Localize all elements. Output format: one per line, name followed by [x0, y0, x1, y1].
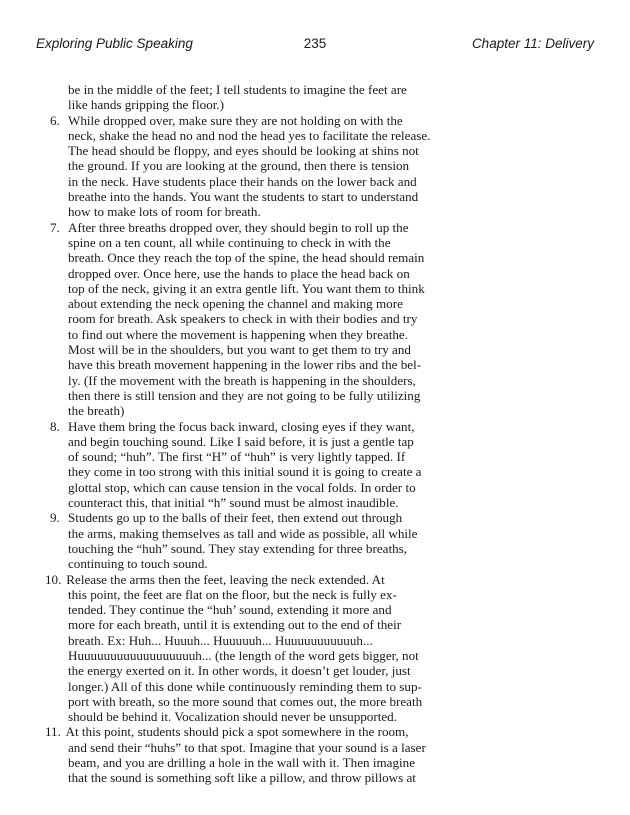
list-number: 7. [50, 219, 60, 235]
text-line [50, 327, 450, 342]
text-line [50, 357, 450, 372]
line-text: Most will be in the shoulders, but you want to get them to try and [68, 342, 411, 358]
chapter-title: Chapter 11: Delivery [471, 36, 594, 51]
text-line [50, 342, 450, 357]
text-line [50, 633, 450, 648]
line-text: dropped over. Once here, use the hands to place the head back on [68, 265, 410, 281]
text-line [50, 143, 450, 158]
line-text: and send their “huhs” to that spot. Imagine that your sound is a laser [68, 739, 426, 755]
line-text: the arms, making themselves as tall and wide as possible, all while [68, 525, 418, 541]
line-text: Release the arms then the feet, leaving the neck extended. At [63, 571, 385, 587]
line-text: tended. They continue the “huh’ sound, extending it more and [68, 602, 392, 618]
text-line [50, 495, 450, 510]
line-text: breathe into the hands. You want the students to start to understand [68, 189, 419, 205]
text-line [50, 296, 450, 311]
line-text: how to make lots of room for breath. [68, 204, 261, 220]
text-line [50, 128, 450, 143]
text-line [50, 388, 450, 403]
text-line [50, 281, 450, 296]
text-line [50, 250, 450, 265]
list-number: 6. [50, 112, 60, 128]
text-line [50, 311, 450, 326]
line-text: more for each breath, until it is extending out to the end of their [68, 617, 402, 633]
line-text: At this point, students should pick a spot somewhere in the room, [63, 724, 409, 740]
line-text: breath. Once they reach the top of the spine, the head should remain [68, 250, 425, 266]
text-line [50, 480, 450, 495]
text-line [50, 220, 450, 235]
line-text: should be behind it. Vocalization should never be unsupported. [68, 709, 397, 725]
line-text: this point, the feet are flat on the floor, but the neck is fully ex- [68, 586, 397, 602]
page-header [36, 36, 594, 56]
page-body [45, 82, 450, 786]
list-number: 10. [45, 571, 62, 587]
text-line [50, 189, 450, 204]
text-line [50, 755, 450, 770]
text-line [50, 403, 450, 418]
text-line [50, 510, 450, 525]
line-text: be in the middle of the feet; I tell students to imagine the feet are [68, 82, 407, 97]
line-text: glottal stop, which can cause tension in the vocal folds. In order to [68, 479, 416, 495]
line-text: After three breaths dropped over, they should begin to roll up the [68, 219, 409, 235]
line-text: neck, shake the head no and nod the head yes to facilitate the release. [68, 127, 431, 143]
line-text: The head should be floppy, and eyes should be looking at shins not [68, 143, 419, 159]
line-text: port with breath, so the more sound that comes out, the more breath [68, 693, 423, 709]
text-line [50, 556, 450, 571]
text-line [50, 174, 450, 189]
line-text: top of the neck, giving it an extra gentle lift. You want them to think [68, 280, 425, 296]
text-line [50, 449, 450, 464]
text-line [50, 694, 450, 709]
text-line [50, 419, 450, 434]
text-line [50, 113, 450, 128]
text-line [50, 602, 450, 617]
line-text: Students go up to the balls of their feet, then extend out through [68, 510, 403, 526]
text-line [50, 82, 450, 97]
text-line [50, 526, 450, 541]
line-text: the energy exerted on it. In other words, it doesn’t get louder, just [68, 663, 411, 679]
text-line [50, 464, 450, 479]
text-line [50, 679, 450, 694]
line-text: and begin touching sound. Like I said before, it is just a gentle tap [68, 433, 414, 449]
text-line [50, 434, 450, 449]
text-line [50, 770, 450, 785]
page-number: 235 [303, 36, 327, 51]
book-title: Exploring Public Speaking [36, 36, 193, 51]
line-text: have this breath movement happening in the lower ribs and the bel- [68, 357, 422, 373]
list-number: 9. [50, 510, 60, 526]
text-line [50, 204, 450, 219]
text-line [50, 541, 450, 556]
line-text: longer.) All of this done while continuously reminding them to sup- [68, 678, 422, 694]
line-text: they come in too strong with this initial sound it is going to create a [68, 464, 422, 480]
line-text: that the sound is something soft like a pillow, and throw pillows at [68, 770, 416, 786]
text-line [50, 617, 450, 632]
text-line [50, 235, 450, 250]
text-line [50, 158, 450, 173]
line-text: spine on a ten count, all while continuing to check in with the [68, 234, 391, 250]
line-text: beam, and you are drilling a hole in the wall with it. Then imagine [68, 755, 416, 771]
text-line [50, 740, 450, 755]
text-line [50, 587, 450, 602]
line-text: touching the “huh” sound. They stay extending for three breaths, [68, 540, 408, 556]
line-text: to find out where the movement is happening when they breathe. [68, 326, 408, 342]
text-line [50, 266, 450, 281]
line-text: continuing to touch sound. [68, 556, 208, 572]
line-text: Huuuuuuuuuuuuuuuuuuh... (the length of the word gets bigger, not [68, 647, 419, 663]
line-text: counteract this, that initial “h” sound must be almost inaudible. [68, 495, 399, 511]
text-line [50, 373, 450, 388]
line-text: While dropped over, make sure they are not holding on with the [68, 112, 403, 128]
text-line [45, 724, 450, 740]
line-text: Have them bring the focus back inward, closing eyes if they want, [68, 418, 415, 434]
text-line [50, 97, 450, 112]
list-number: 8. [50, 418, 60, 434]
line-text: then there is still tension and they are not going to be fully utilizing [68, 387, 421, 403]
line-text: breath. Ex: Huh... Huuuh... Huuuuuh... Huuuuuuuuuuuh... [68, 632, 373, 648]
line-text: like hands gripping the floor.) [68, 97, 225, 113]
line-text: the ground. If you are looking at the ground, then there is tension [68, 158, 410, 174]
line-text: in the neck. Have students place their hands on the lower back and [68, 173, 417, 189]
text-line [50, 709, 450, 724]
line-text: room for breath. Ask speakers to check in with their bodies and try [68, 311, 418, 327]
line-text: ly. (If the movement with the breath is happening in the shoulders, [68, 372, 416, 388]
line-text: about extending the neck opening the channel and making more [68, 296, 403, 312]
text-line [50, 648, 450, 663]
line-text: the breath) [68, 403, 125, 419]
text-line [45, 571, 450, 587]
list-number: 11. [45, 724, 61, 740]
line-text: of sound; “huh”. The first “H” of “huh” is very lightly tapped. If [68, 449, 406, 465]
text-line [50, 663, 450, 678]
